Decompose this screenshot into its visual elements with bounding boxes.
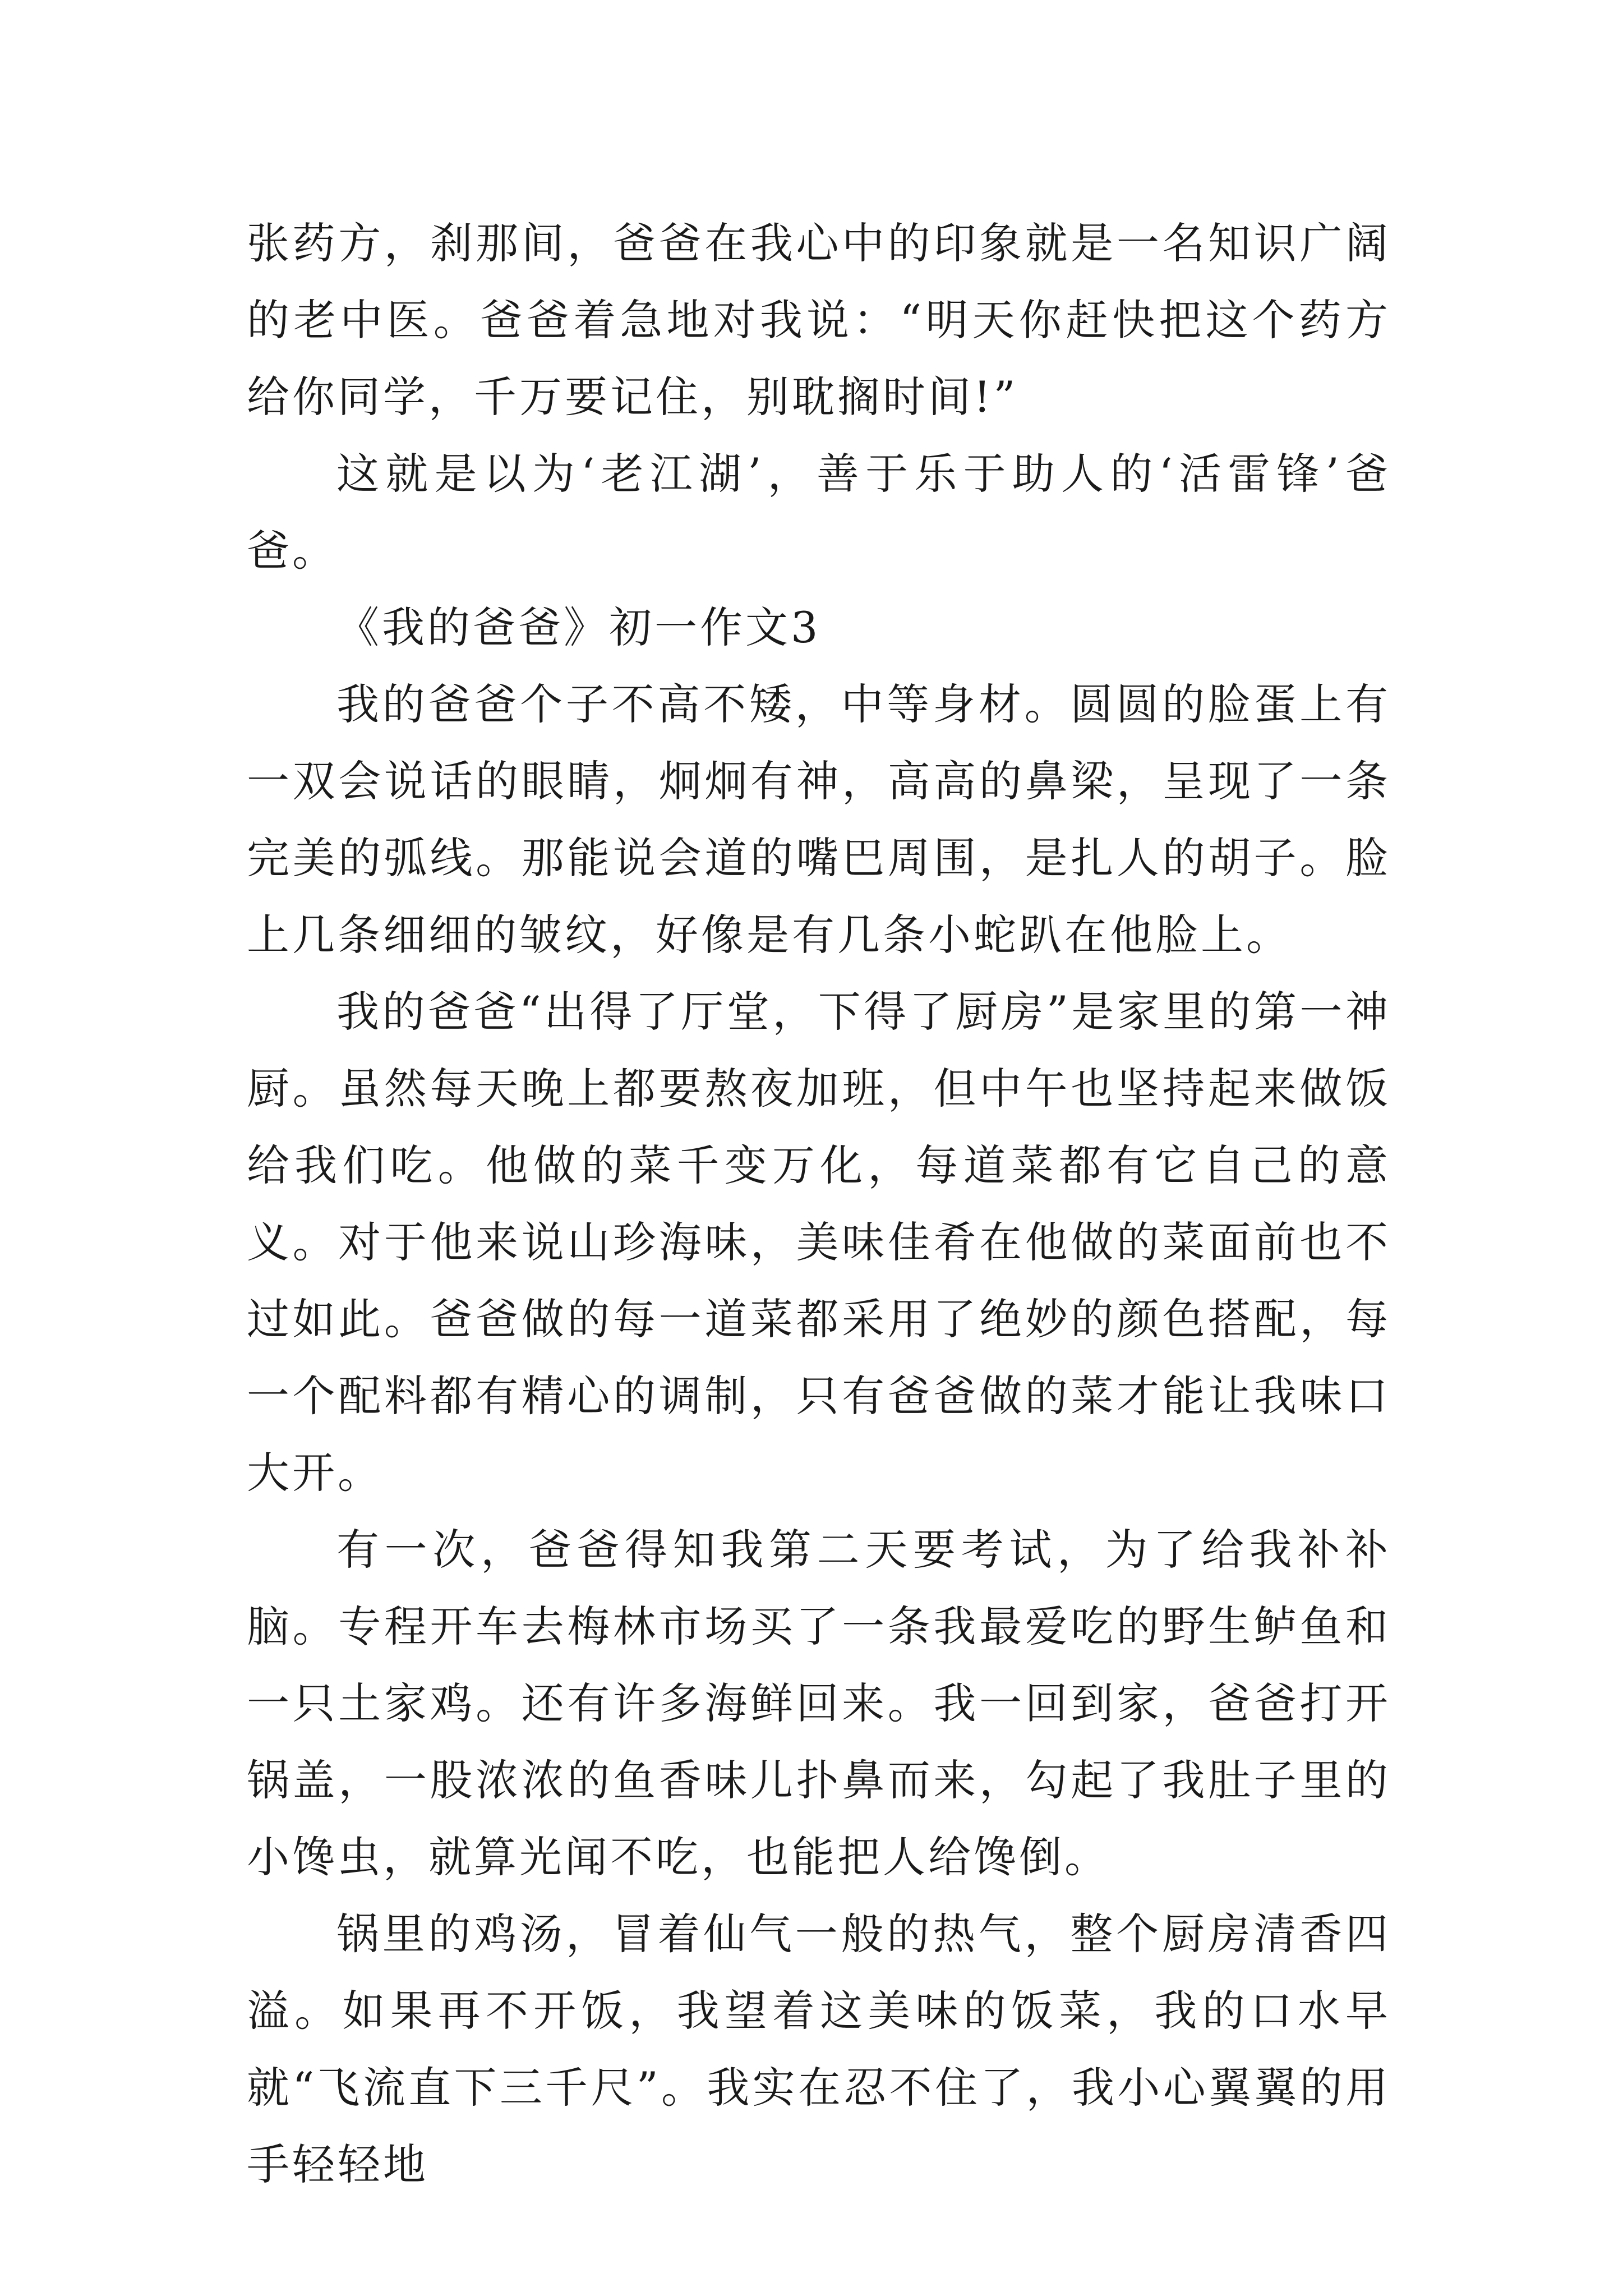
paragraph: 有一次，爸爸得知我第二天要考试，为了给我补补脑。专程开车去梅林市场买了一条我最爱吃的野生鲈鱼和一只土家鸡。还有许多海鲜回来。我一回到家，爸爸打开锅盖，一股浓浓的鱼香味儿扑鼻而来，勾起了我肚子里的小馋虫，就算光闻不吃，也能把人给馋倒。 <box>247 1525 1391 1882</box>
paragraph: 我的爸爸个子不高不矮，中等身材。圆圆的脸蛋上有一双会说话的眼睛，炯炯有神，高高的鼻梁，呈现了一条完美的弧线。那能说会道的嘴巴周围，是扎人的胡子。脸上几条细细的皱纹，好像是有几条小蛇趴在他脸上。 <box>247 679 1391 960</box>
paragraph: 这就是以为‘老江湖’，善于乐于助人的‘活雷锋’爸爸。 <box>247 449 1391 576</box>
document-body <box>247 205 1391 2203</box>
paragraph-continued: 张药方，刹那间，爸爸在我心中的印象就是一名知识广阔的老中医。爸爸着急地对我说：“明天你赶快把这个药方给你同学，千万要记住，别耽搁时间!” <box>247 218 1391 422</box>
paragraph: 锅里的鸡汤，冒着仙气一般的热气，整个厨房清香四溢。如果再不开饭，我望着这美味的饭菜，我的口水早就“飞流直下三千尺”。我实在忍不住了，我小心翼翼的用手轻轻地 <box>247 1909 1391 2189</box>
essay-title: 《我的爸爸》初一作文3 <box>336 602 821 652</box>
paragraph: 我的爸爸“出得了厅堂，下得了厨房”是家里的第一神厨。虽然每天晚上都要熬夜加班，但中午也坚持起来做饭给我们吃。他做的菜千变万化，每道菜都有它自己的意义。对于他来说山珍海味，美味佳肴在他做的菜面前也不过如此。爸爸做的每一道菜都采用了绝妙的颜色搭配，每一个配料都有精心的调制，只有爸爸做的菜才能让我味口大开。 <box>247 987 1391 1498</box>
